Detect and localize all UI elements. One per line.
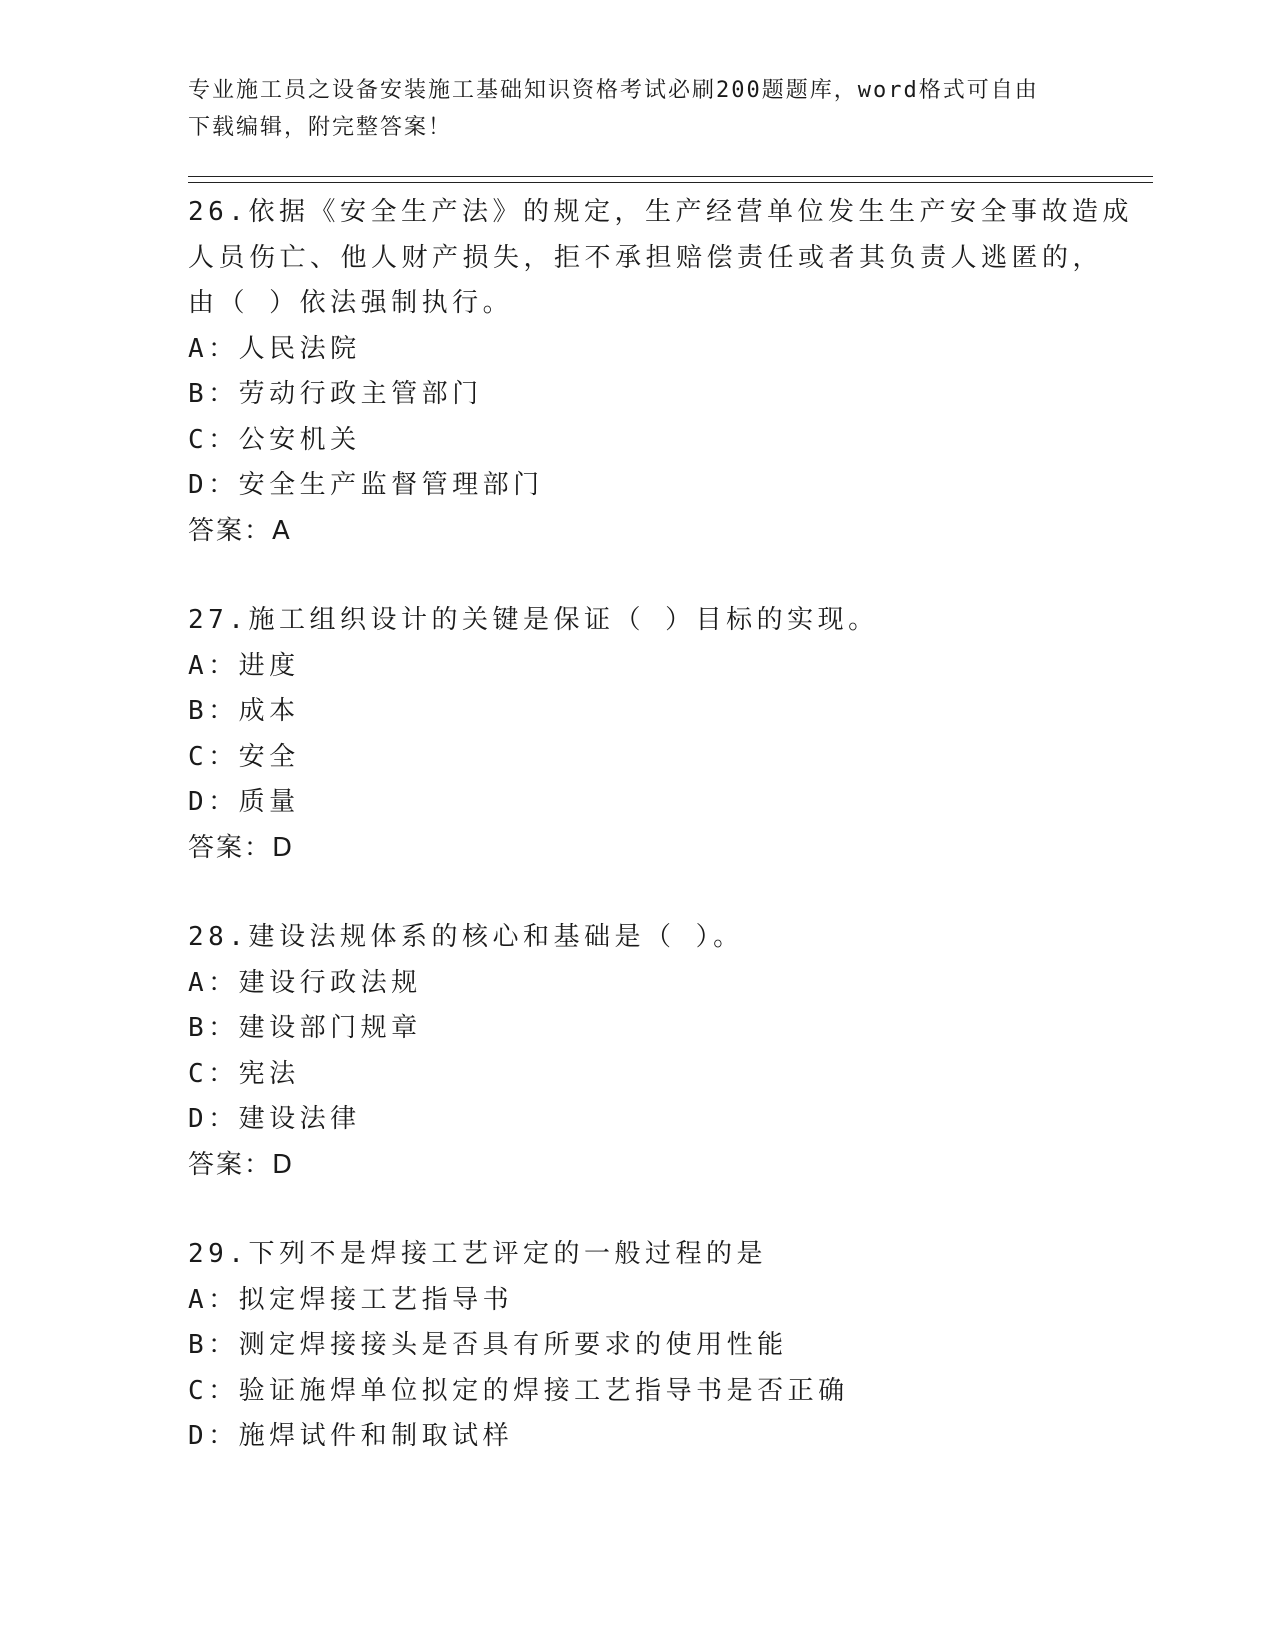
answer: 答案：A xyxy=(188,515,292,546)
option-d: D：建设法律 xyxy=(188,1104,361,1134)
option-d: D：安全生产监督管理部门 xyxy=(188,470,544,500)
option-b: B：成本 xyxy=(188,696,300,726)
question-stem: 28.建设法规体系的核心和基础是（ ）。 xyxy=(188,922,744,952)
option-c: C：验证施焊单位拟定的焊接工艺指导书是否正确 xyxy=(188,1375,849,1406)
question-26 xyxy=(188,190,1133,554)
question-stem: 26.依据《安全生产法》的规定，生产经营单位发生生产安全事故造成 xyxy=(188,197,1133,227)
option-b: B：测定焊接接头是否具有所要求的使用性能 xyxy=(188,1330,788,1360)
document-header xyxy=(188,72,1078,146)
header-divider-bottom xyxy=(188,182,1153,183)
header-line-2: 下载编辑，附完整答案！ xyxy=(188,115,453,140)
answer: 答案：D xyxy=(188,1149,295,1180)
question-stem: 由（ ）依法强制执行。 xyxy=(188,288,514,318)
option-a: A：拟定焊接工艺指导书 xyxy=(188,1284,514,1315)
option-b: B：建设部门规章 xyxy=(188,1013,422,1043)
option-a: A：建设行政法规 xyxy=(188,967,422,998)
option-a: A：进度 xyxy=(188,650,300,681)
question-28 xyxy=(188,915,1088,1188)
question-list xyxy=(188,190,1133,1460)
header-line-1: 专业施工员之设备安装施工基础知识资格考试必刷200题题库，word格式可自由 xyxy=(188,78,1039,103)
answer: 答案：D xyxy=(188,832,295,863)
option-d: D：施焊试件和制取试样 xyxy=(188,1421,514,1451)
option-c: C：宪法 xyxy=(188,1058,300,1089)
option-a: A：人民法院 xyxy=(188,333,361,364)
question-stem: 27.施工组织设计的关键是保证（ ）目标的实现。 xyxy=(188,605,879,635)
header-divider-top xyxy=(188,176,1153,177)
question-stem: 29.下列不是焊接工艺评定的一般过程的是 xyxy=(188,1239,767,1269)
option-b: B：劳动行政主管部门 xyxy=(188,379,483,409)
option-d: D：质量 xyxy=(188,787,300,817)
option-c: C：安全 xyxy=(188,741,300,772)
option-c: C：公安机关 xyxy=(188,424,361,455)
question-stem: 人员伤亡、他人财产损失，拒不承担赔偿责任或者其负责人逃匿的， xyxy=(188,242,1104,273)
question-27 xyxy=(188,598,1088,871)
question-29 xyxy=(188,1232,1088,1460)
